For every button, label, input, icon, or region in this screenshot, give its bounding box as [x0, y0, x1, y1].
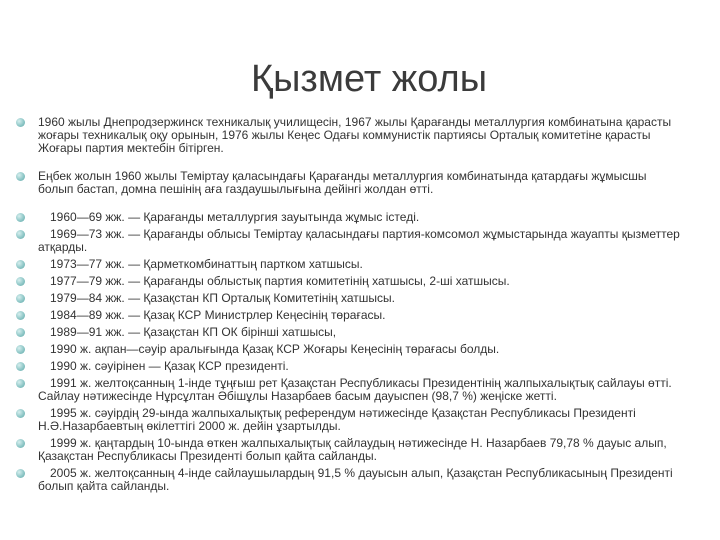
list-item-text: Еңбек жолын 1960 жылы Теміртау қаласындағы Қарағанды металлургия комбинатында қатардағы жұмысшы болып бастап, домна пешінің аға газдаушылығына дейінгі жолдан өтті.: [38, 169, 647, 196]
bullet-dot-icon: [16, 277, 25, 286]
list-item: [14, 116, 684, 155]
list-item: [14, 343, 684, 356]
list-item-text: 1973—77 жж. — Қарметкомбинаттың партком хатшысы.: [50, 257, 363, 271]
list-item: [14, 309, 684, 322]
list-item-text: 1979—84 жж. — Қазақстан КП Орталық Комитетінің хатшысы.: [50, 291, 395, 305]
list-item-text: 1977—79 жж. — Қарағанды облыстық партия комитетінің хатшысы, 2-ші хатшысы.: [50, 274, 510, 288]
bullet-dot-icon: [16, 362, 25, 371]
bullet-dot-icon: [16, 379, 25, 388]
list-item-text: 1989—91 жж. — Қазақстан КП ОК бірінші хатшысы,: [50, 325, 337, 339]
list-item-text: 2005 ж. желтоқсанның 4-інде сайлаушылардың 91,5 % дауысын алып, Қазақстан Республикасының Президенті болып қайта сайланды.: [38, 466, 673, 493]
bullet-dot-icon: [16, 469, 25, 478]
bullet-dot-icon: [16, 118, 25, 127]
slide-title: Қызмет жолы: [250, 58, 488, 100]
bullet-dot-icon: [16, 172, 25, 181]
bullet-dot-icon: [16, 345, 25, 354]
list-item: [14, 437, 684, 463]
list-item: [14, 292, 684, 305]
bullet-dot-icon: [16, 409, 25, 418]
list-item: [14, 275, 684, 288]
bullet-dot-icon: [16, 439, 25, 448]
bullet-dot-icon: [16, 311, 25, 320]
list-item-text: 1960 жылы Днепродзержинск техникалық училищесін, 1967 жылы Қарағанды металлургия комбинатына қарасты жоғары техникалық оқу орынын, 1976 жылы Кеңес Одағы коммунистік партиясы Орталық комитетіне қарасты Жоғары партия мектебін бітірген.: [38, 115, 672, 155]
bullet-dot-icon: [16, 294, 25, 303]
bullet-list: [14, 116, 684, 493]
bullet-dot-icon: [16, 213, 25, 222]
bullet-dot-icon: [16, 230, 25, 239]
list-item: [14, 377, 684, 403]
list-item: [14, 211, 684, 224]
list-item-text: 1991 ж. желтоқсанның 1-інде тұңғыш рет Қазақстан Республикасы Президентінің жалпыхалықтық сайлауы өтті. Сайлау нәтижесінде Нұрсұлтан Әбішұлы Назарбаев басым дауыспен (98,7 %) жеңіске жетті.: [38, 376, 672, 403]
list-item: [14, 326, 684, 339]
list-item-text: 1960—69 жж. — Қарағанды металлургия зауытында жұмыс істеді.: [50, 210, 420, 224]
list-item: [14, 360, 684, 373]
list-item-text: 1995 ж. сәуірдің 29-ында жалпыхалықтық референдум нәтижесінде Қазақстан Республикасы Президенті Н.Ә.Назарбаевтың өкілеттігі 2000 ж. дейін ұзартылды.: [38, 406, 636, 433]
list-item: [14, 170, 684, 196]
list-item: [14, 228, 684, 254]
list-item: [14, 407, 684, 433]
bullet-dot-icon: [16, 260, 25, 269]
list-item: [14, 467, 684, 493]
list-item-text: 1969—73 жж. — Қарағанды облысы Теміртау қаласындағы партия-комсомол жұмыстарында жауапты қызметтер атқарды.: [38, 227, 680, 254]
list-item-text: 1990 ж. ақпан—сәуір аралығында Қазақ КСР Жоғары Кеңесінің төрағасы болды.: [50, 342, 500, 356]
bullet-dot-icon: [16, 328, 25, 337]
list-item-text: 1999 ж. қаңтардың 10-ында өткен жалпыхалықтық сайлаудың нәтижесінде Н. Назарбаев 79,78 % дауыс алып, Қазақстан Республикасы Президенті болып қайта сайланды.: [38, 436, 667, 463]
list-item: [14, 258, 684, 271]
list-item-text: 1990 ж. сәуірінен — Қазақ КСР президенті.: [50, 359, 289, 373]
list-item-text: 1984—89 жж. — Қазақ КСР Министрлер Кеңесінің төрағасы.: [50, 308, 386, 322]
